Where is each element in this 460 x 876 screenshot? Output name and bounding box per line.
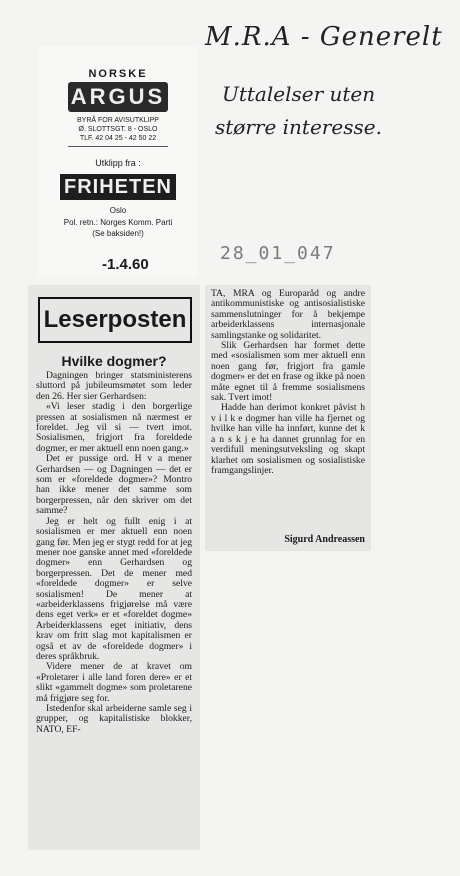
divider [68, 146, 168, 147]
paragraph: Slik Gerhardsen har formet dette med «sosialismen som mer aktuell enn noen gang før, frigjort fra gamle dogmer» er det en frase og ikke på noen måte egnet til å fremme sosialismens sak. Tvert imot! [211, 340, 365, 404]
argus-address-line: Ø. SLOTTSGT. 8 - OSLO [78, 126, 158, 133]
see-reverse-note: (Se baksiden!) [92, 229, 144, 238]
paragraph: «Vi leser stadig i den borgerlige pressen at sosialismen nå nærmest er foreldet. Jeg vil si — tvert imot. Sosialismen, frigjort fra foreldede dogmer, er mer aktuell enn noen gang.» [36, 401, 192, 454]
utklipp-fra-label: Utklipp fra : [95, 158, 141, 168]
author-signature: Sigurd Andreassen [284, 534, 365, 545]
argus-address-line: BYRÅ FOR AVISUTKLIPP [77, 117, 159, 124]
argus-clipping-slip [38, 46, 198, 276]
article-headline: Hvilke dogmer? [61, 353, 167, 369]
article-column-1 [28, 285, 200, 850]
date-stamp: 28_01_047 [220, 243, 336, 264]
newspaper-city: Oslo [109, 206, 127, 215]
argus-logo: ARGUS [68, 82, 168, 112]
paragraph: Videre mener de at kravet om «Proletarer i alle land foren dere» er et slikt «gammelt dogme» som proletarene må frigjøre seg for. [36, 661, 192, 704]
political-direction: Pol. retn.: Norges Komm. Parti [63, 218, 173, 227]
handwritten-note-line-1: Uttalelser uten [222, 82, 376, 106]
argus-phone-line: TLF. 42 04 25 - 42 50 22 [79, 135, 157, 142]
paragraph: TA, MRA og Europaråd og andre antikommunistiske og antisosialistiske sammenslutninger for å bekjempe arbeiderklassens internasjonale samlingstanke og solidaritet. [211, 288, 365, 341]
article-column-2 [205, 285, 371, 551]
clipping-date: -1.4.60 [102, 256, 149, 273]
paragraph: Istedenfor skal arbeiderne samle seg i grupper, og kapitalistiske blokker, NATO, EF- [36, 703, 192, 735]
argus-norske-label: NORSKE [88, 68, 148, 80]
paragraph: Det er pussige ord. H v a mener Gerhardsen — og Dagningen — det er som er «foreldede dogmer»? Montro han ikke mener det samme som borgerpressen, når den skriver om det samme? [36, 453, 192, 517]
paragraph: Dagningen bringer statsministerens sluttord på jubileumsmøtet som leder den 26. Her sier Gerhardsen: [36, 370, 192, 402]
paragraph: Jeg er helt og fullt enig i at sosialismen er mer aktuell enn noen gang før. Men jeg er stygt redd for at jeg mener noe ganske annet med «foreldede dogmer» enn Gerhardsen og borgerpressen. Det de mener med «foreldede dogmer» er selve sosialismen! De mener at «arbeiderklassens frigjørelse må være dens eget verk» er et «foreldet dogme» Arbeiderklassens eget initiativ, dens krav om fritt slag mot kapitalismen er også et av de «foreldede dogmer» i deres språkbruk. [36, 515, 192, 662]
section-heading: Leserposten [38, 297, 192, 343]
handwritten-note-line-2: større interesse. [215, 115, 382, 139]
article-body [36, 371, 192, 735]
article-body-continued [211, 289, 365, 476]
handwritten-note-title: M.R.A - Generelt [205, 22, 443, 52]
newspaper-name: FRIHETEN [60, 174, 176, 200]
paragraph: Hadde han derimot konkret påvist h v i l k e dogmer han ville ha fjernet og hvilke han ville ha innført, kunne det k a n s k j e ha dannet grunnlag for en verdifull meningsutveksling og skapt klarhet om sosialismen og sosialistiske framgangslinjer. [211, 402, 365, 476]
